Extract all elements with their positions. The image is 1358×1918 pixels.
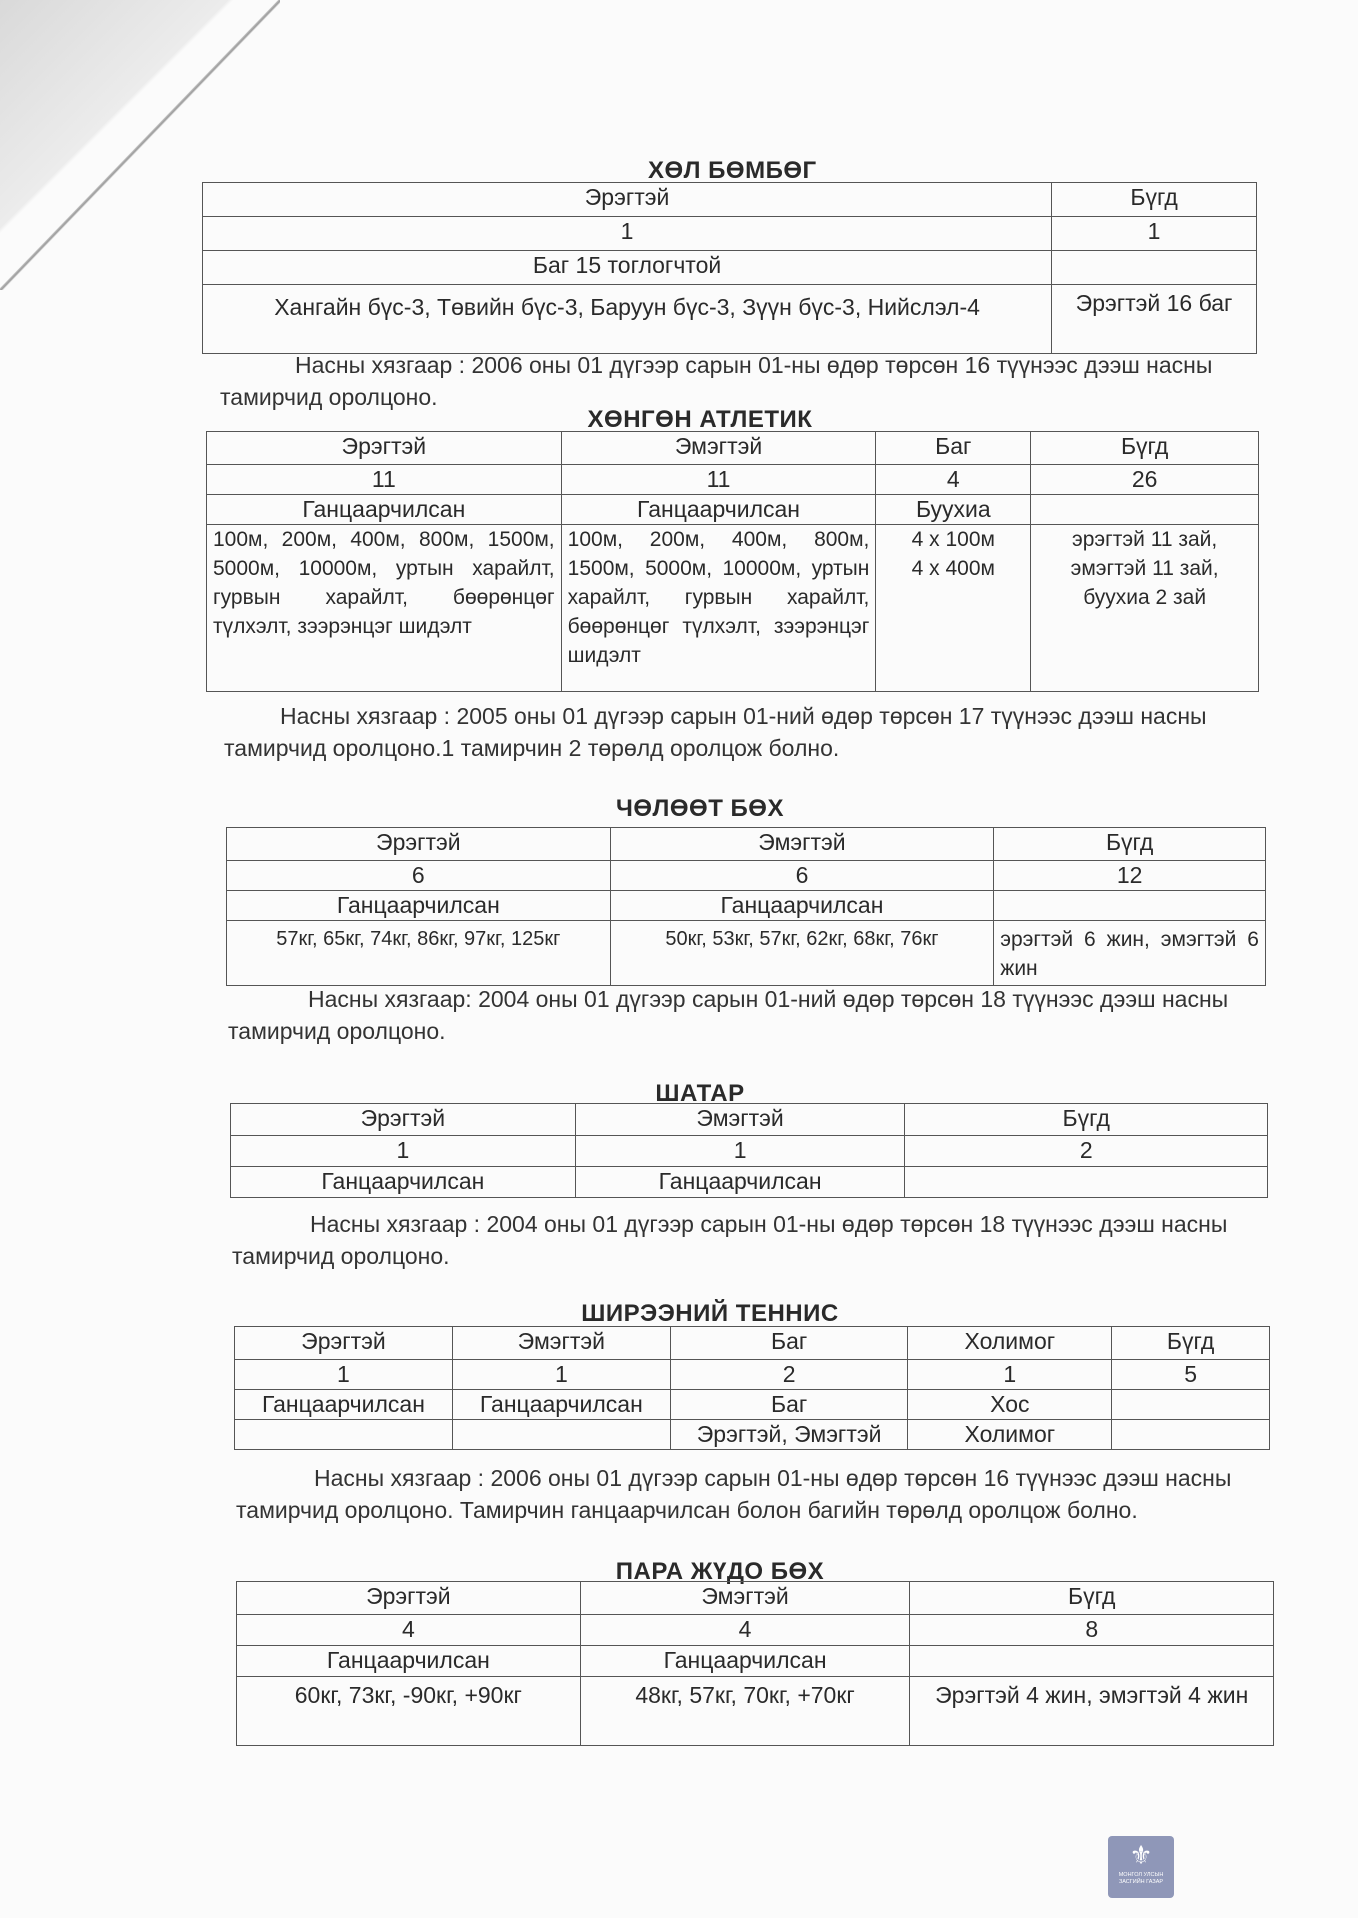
table-cell <box>452 1420 670 1450</box>
chess-title: ШАТАР <box>655 1080 745 1107</box>
table-cell <box>994 891 1266 921</box>
table-cell <box>1112 1390 1270 1420</box>
para-judo-men-weights: 60кг, 73кг, -90кг, +90кг <box>237 1677 581 1746</box>
table-row <box>231 1104 1268 1136</box>
volleyball-title: ХӨЛ БӨМБӨГ <box>648 157 817 184</box>
table-cell: Эрэгтэй 16 баг <box>1052 285 1257 354</box>
table-cell: 1 <box>575 1136 905 1167</box>
table-cell <box>1112 1420 1270 1450</box>
table-cell: 26 <box>1031 465 1259 495</box>
table-cell: 5 <box>1112 1360 1270 1390</box>
table-cell: Эрэгтэй <box>235 1327 453 1360</box>
table-row <box>227 891 1266 921</box>
wrestling-title: ЧӨЛӨӨТ БӨХ <box>616 795 784 822</box>
table-row <box>235 1390 1270 1420</box>
table-cell: Ганцаарчилсан <box>227 891 611 921</box>
table-cell: Ганцаарчилсан <box>575 1167 905 1198</box>
table-cell: Баг 15 тоглогчтой <box>203 251 1052 285</box>
table-cell: Эрэгтэй <box>231 1104 576 1136</box>
table-cell: 1 <box>908 1360 1112 1390</box>
table-row <box>207 495 1259 525</box>
table-row <box>235 1360 1270 1390</box>
table-cell: Ганцаарчилсан <box>561 495 876 525</box>
table-row <box>237 1677 1274 1746</box>
volleyball-age-note: Насны хязгаар : 2006 оны 01 дүгээр сарын 01-ны өдөр төрсөн 16 түүнээс дээш насны тамирчид оролцоно. <box>220 352 1213 410</box>
table-row <box>231 1136 1268 1167</box>
table-cell: Эрэгтэй, Эмэгтэй <box>670 1420 908 1450</box>
table-cell: Ганцаарчилсан <box>237 1646 581 1677</box>
table-cell: 1 <box>1052 217 1257 251</box>
table-cell: 4 <box>580 1615 910 1646</box>
athletics-men-events: 100м, 200м, 400м, 800м, 1500м, 5000м, 10000м, уртын харайлт, гурвын харайлт, бөөрөнцөг түлхэлт, зээрэнцэг шидэлт <box>207 525 562 692</box>
table-cell: Буухиа <box>876 495 1031 525</box>
wrestling-age-note: Насны хязгаар: 2004 оны 01 дүгээр сарын 01-ний өдөр төрсөн 18 түүнээс дээш насны тамирчид оролцоно. <box>228 986 1229 1044</box>
table-cell: 1 <box>231 1136 576 1167</box>
table-cell: Эрэгтэй <box>207 432 562 465</box>
table-cell: Холимог <box>908 1327 1112 1360</box>
para-judo-title: ПАРА ЖҮДО БӨХ <box>615 1558 825 1585</box>
table-cell: 4 <box>237 1615 581 1646</box>
para-judo-total-breakdown: Эрэгтэй 4 жин, эмэгтэй 4 жин <box>910 1677 1274 1746</box>
table-cell: Ганцаарчилсан <box>452 1390 670 1420</box>
table-cell <box>1031 495 1259 525</box>
table-row <box>203 183 1257 217</box>
table-cell: 4 <box>876 465 1031 495</box>
table-cell: Бүгд <box>910 1582 1274 1615</box>
table-row <box>203 285 1257 354</box>
table-cell: 8 <box>910 1615 1274 1646</box>
table-row <box>227 861 1266 891</box>
table-cell: Ганцаарчилсан <box>580 1646 910 1677</box>
wrestling-table <box>226 827 1266 986</box>
table-tennis-title: ШИРЭЭНИЙ ТЕННИС <box>581 1300 839 1327</box>
table-cell: Бүгд <box>905 1104 1268 1136</box>
table-row <box>235 1327 1270 1360</box>
table-row <box>227 921 1266 986</box>
chess-table <box>230 1103 1268 1198</box>
table-row <box>207 465 1259 495</box>
table-cell <box>1052 251 1257 285</box>
table-cell <box>905 1167 1268 1198</box>
table-cell: Баг <box>670 1327 908 1360</box>
table-cell: Эмэгтэй <box>580 1582 910 1615</box>
table-row <box>207 525 1259 692</box>
chess-age-note: Насны хязгаар : 2004 оны 01 дүгээр сарын 01-ны өдөр төрсөн 18 түүнээс дээш насны тамирчид оролцоно. <box>232 1211 1228 1269</box>
athletics-table <box>206 431 1259 692</box>
wrestling-women-weights: 50кг, 53кг, 57кг, 62кг, 68кг, 76кг <box>610 921 994 986</box>
table-cell: 6 <box>227 861 611 891</box>
table-cell: Хос <box>908 1390 1112 1420</box>
athletics-age-note: Насны хязгаар : 2005 оны 01 дүгээр сарын 01-ний өдөр төрсөн 17 түүнээс дээш насны тамирчид оролцоно.1 тамирчин 2 төрөлд оролцож болно. <box>224 703 1207 761</box>
table-cell: Бүгд <box>1052 183 1257 217</box>
athletics-title: ХӨНГӨН АТЛЕТИК <box>587 406 813 433</box>
table-tennis-table <box>234 1326 1270 1450</box>
volleyball-table <box>202 182 1257 354</box>
table-cell: Ганцаарчилсан <box>235 1390 453 1420</box>
table-cell: Эмэгтэй <box>452 1327 670 1360</box>
table-row <box>203 251 1257 285</box>
table-cell: Бүгд <box>1031 432 1259 465</box>
table-cell: 2 <box>670 1360 908 1390</box>
table-cell: Ганцаарчилсан <box>610 891 994 921</box>
table-cell: 11 <box>207 465 562 495</box>
table-cell: Эрэгтэй <box>203 183 1052 217</box>
table-cell: Эмэгтэй <box>610 828 994 861</box>
table-cell: Ганцаарчилсан <box>231 1167 576 1198</box>
table-cell: Баг <box>876 432 1031 465</box>
athletics-relay-events: 4 x 100м 4 x 400м <box>876 525 1031 692</box>
table-cell: Бүгд <box>994 828 1266 861</box>
table-cell: 1 <box>203 217 1052 251</box>
table-cell <box>235 1420 453 1450</box>
athletics-total-breakdown: эрэгтэй 11 зай, эмэгтэй 11 зай, буухиа 2 зай <box>1031 525 1259 692</box>
table-cell: Эмэгтэй <box>561 432 876 465</box>
table-cell: 1 <box>235 1360 453 1390</box>
table-cell: Эрэгтэй <box>237 1582 581 1615</box>
table-cell: 12 <box>994 861 1266 891</box>
wrestling-men-weights: 57кг, 65кг, 74кг, 86кг, 97кг, 125кг <box>227 921 611 986</box>
table-cell: 6 <box>610 861 994 891</box>
table-cell: 2 <box>905 1136 1268 1167</box>
table-cell: 11 <box>561 465 876 495</box>
table-cell: Баг <box>670 1390 908 1420</box>
para-judo-women-weights: 48кг, 57кг, 70кг, +70кг <box>580 1677 910 1746</box>
table-row <box>237 1615 1274 1646</box>
table-row <box>207 432 1259 465</box>
table-row <box>237 1646 1274 1677</box>
table-row <box>235 1420 1270 1450</box>
wrestling-total-breakdown: эрэгтэй 6 жин, эмэгтэй 6 жин <box>994 921 1266 986</box>
table-cell: Эмэгтэй <box>575 1104 905 1136</box>
table-row <box>237 1582 1274 1615</box>
table-tennis-age-note: Насны хязгаар : 2006 оны 01 дүгээр сарын 01-ны өдөр төрсөн 16 түүнээс дээш насны тамирчид оролцоно. Тамирчин ганцаарчилсан болон багийн төрөлд оролцож болно. <box>236 1465 1232 1523</box>
table-row <box>227 828 1266 861</box>
table-row <box>203 217 1257 251</box>
table-cell: Хангайн бүс-3, Төвийн бүс-3, Баруун бүс-3, Зүүн бүс-3, Нийслэл-4 <box>203 285 1052 354</box>
government-seal: ⚜ МОНГОЛ УЛСЫН ЗАСГИЙН ГАЗАР <box>1108 1836 1174 1898</box>
para-judo-table <box>236 1581 1274 1746</box>
table-cell: Холимог <box>908 1420 1112 1450</box>
athletics-women-events: 100м, 200м, 400м, 800м, 1500м, 5000м, 10000м, уртын харайлт, гурвын харайлт, бөөрөнцөг түлхэлт, зээрэнцэг шидэлт <box>561 525 876 692</box>
table-row <box>231 1167 1268 1198</box>
soyombo-icon: ⚜ <box>1129 1840 1153 1870</box>
table-cell: Эрэгтэй <box>227 828 611 861</box>
table-cell: Бүгд <box>1112 1327 1270 1360</box>
table-cell: Ганцаарчилсан <box>207 495 562 525</box>
table-cell <box>910 1646 1274 1677</box>
table-cell: 1 <box>452 1360 670 1390</box>
